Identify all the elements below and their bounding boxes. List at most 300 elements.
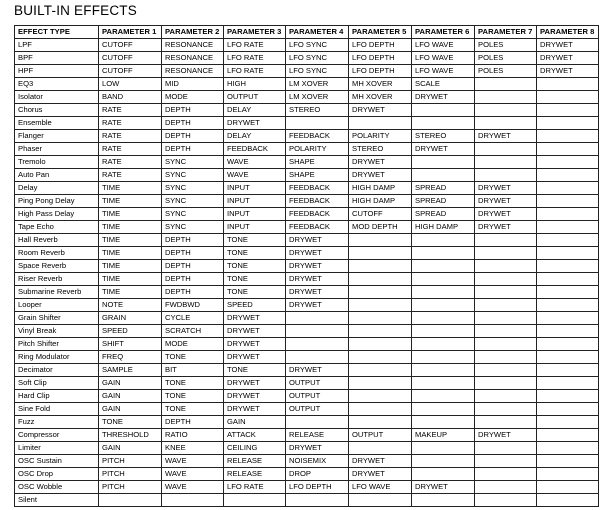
- parameter-cell: FEEDBACK: [286, 195, 349, 208]
- parameter-cell: RELEASE: [286, 429, 349, 442]
- parameter-cell: POLES: [475, 39, 537, 52]
- parameter-cell: DRYWET: [224, 117, 286, 130]
- parameter-cell: THRESHOLD: [99, 429, 162, 442]
- parameter-cell: FREQ: [99, 351, 162, 364]
- parameter-cell: RATE: [99, 130, 162, 143]
- table-row: [15, 416, 599, 429]
- parameter-cell: [286, 312, 349, 325]
- parameter-cell: [475, 299, 537, 312]
- parameter-cell: LFO DEPTH: [286, 481, 349, 494]
- parameter-cell: DRYWET: [286, 273, 349, 286]
- effect-type-cell: OSC Drop: [15, 468, 99, 481]
- effect-type-cell: Pitch Shifter: [15, 338, 99, 351]
- parameter-cell: [475, 494, 537, 507]
- parameter-cell: TIME: [99, 208, 162, 221]
- parameter-cell: [349, 273, 412, 286]
- parameter-cell: [537, 468, 599, 481]
- parameter-cell: ATTACK: [224, 429, 286, 442]
- parameter-cell: [349, 377, 412, 390]
- parameter-cell: SYNC: [162, 208, 224, 221]
- parameter-cell: DELAY: [224, 130, 286, 143]
- parameter-cell: FEEDBACK: [286, 182, 349, 195]
- parameter-cell: DEPTH: [162, 416, 224, 429]
- table-row: [15, 273, 599, 286]
- parameter-cell: [537, 494, 599, 507]
- parameter-cell: INPUT: [224, 221, 286, 234]
- effect-type-cell: Ring Modulator: [15, 351, 99, 364]
- parameter-cell: TIME: [99, 286, 162, 299]
- parameter-cell: MH XOVER: [349, 91, 412, 104]
- parameter-cell: [349, 286, 412, 299]
- parameter-cell: RESONANCE: [162, 39, 224, 52]
- parameter-cell: DRYWET: [537, 65, 599, 78]
- parameter-cell: TONE: [162, 390, 224, 403]
- table-row: [15, 78, 599, 91]
- parameter-cell: HIGH: [224, 78, 286, 91]
- effect-type-cell: Fuzz: [15, 416, 99, 429]
- parameter-cell: [475, 442, 537, 455]
- table-row: [15, 221, 599, 234]
- parameter-cell: [475, 312, 537, 325]
- parameter-cell: [475, 377, 537, 390]
- parameter-cell: CUTOFF: [99, 39, 162, 52]
- parameter-cell: TONE: [224, 364, 286, 377]
- table-row: [15, 104, 599, 117]
- parameter-cell: [412, 416, 475, 429]
- parameter-cell: RESONANCE: [162, 65, 224, 78]
- parameter-cell: [537, 286, 599, 299]
- parameter-cell: STEREO: [349, 143, 412, 156]
- parameter-cell: [412, 377, 475, 390]
- effect-type-cell: Hall Reverb: [15, 234, 99, 247]
- parameter-cell: [537, 325, 599, 338]
- parameter-cell: DRYWET: [412, 91, 475, 104]
- parameter-cell: [349, 442, 412, 455]
- parameter-cell: WAVE: [224, 169, 286, 182]
- parameter-cell: TONE: [99, 416, 162, 429]
- effect-type-cell: Riser Reverb: [15, 273, 99, 286]
- effect-type-cell: BPF: [15, 52, 99, 65]
- parameter-cell: RATE: [99, 104, 162, 117]
- parameter-cell: RATE: [99, 143, 162, 156]
- parameter-cell: [537, 234, 599, 247]
- parameter-cell: MID: [162, 78, 224, 91]
- effect-type-cell: OSC Wobble: [15, 481, 99, 494]
- parameter-cell: DRYWET: [475, 208, 537, 221]
- effect-type-cell: High Pass Delay: [15, 208, 99, 221]
- parameter-cell: DRYWET: [224, 390, 286, 403]
- parameter-cell: [349, 299, 412, 312]
- parameter-cell: [412, 273, 475, 286]
- parameter-cell: DRYWET: [475, 130, 537, 143]
- parameter-cell: DRYWET: [412, 481, 475, 494]
- parameter-cell: [475, 156, 537, 169]
- effect-type-cell: Tape Echo: [15, 221, 99, 234]
- parameter-cell: BIT: [162, 364, 224, 377]
- parameter-cell: [412, 494, 475, 507]
- parameter-cell: DELAY: [224, 104, 286, 117]
- parameter-cell: [537, 260, 599, 273]
- table-row: [15, 429, 599, 442]
- effect-type-cell: Space Reverb: [15, 260, 99, 273]
- parameter-cell: LFO DEPTH: [349, 39, 412, 52]
- parameter-cell: [475, 416, 537, 429]
- parameter-cell: [475, 143, 537, 156]
- parameter-cell: OUTPUT: [349, 429, 412, 442]
- parameter-cell: [475, 364, 537, 377]
- table-row: [15, 65, 599, 78]
- parameter-cell: [412, 403, 475, 416]
- parameter-cell: TONE: [224, 286, 286, 299]
- table-row: [15, 39, 599, 52]
- parameter-cell: SPREAD: [412, 182, 475, 195]
- parameter-cell: [537, 182, 599, 195]
- parameter-cell: DEPTH: [162, 117, 224, 130]
- parameter-cell: [475, 104, 537, 117]
- parameter-cell: OUTPUT: [224, 91, 286, 104]
- parameter-cell: MH XOVER: [349, 78, 412, 91]
- parameter-cell: [286, 494, 349, 507]
- parameter-cell: DRYWET: [475, 182, 537, 195]
- parameter-cell: [537, 338, 599, 351]
- table-row: [15, 182, 599, 195]
- parameter-cell: POLES: [475, 52, 537, 65]
- parameter-cell: DRYWET: [224, 325, 286, 338]
- parameter-cell: [537, 143, 599, 156]
- effect-type-cell: Grain Shifter: [15, 312, 99, 325]
- parameter-cell: MAKEUP: [412, 429, 475, 442]
- parameter-cell: [475, 468, 537, 481]
- parameter-cell: [537, 429, 599, 442]
- parameter-cell: [537, 273, 599, 286]
- parameter-cell: HIGH DAMP: [349, 195, 412, 208]
- parameter-cell: TIME: [99, 182, 162, 195]
- parameter-cell: DRYWET: [286, 442, 349, 455]
- parameter-cell: SYNC: [162, 221, 224, 234]
- table-row: [15, 377, 599, 390]
- parameter-cell: [475, 286, 537, 299]
- parameter-cell: RATIO: [162, 429, 224, 442]
- parameter-cell: DEPTH: [162, 286, 224, 299]
- parameter-cell: [349, 416, 412, 429]
- parameter-cell: [475, 273, 537, 286]
- parameter-cell: GAIN: [99, 390, 162, 403]
- parameter-cell: [537, 377, 599, 390]
- parameter-cell: DEPTH: [162, 273, 224, 286]
- parameter-cell: [349, 338, 412, 351]
- parameter-cell: [286, 325, 349, 338]
- parameter-cell: POLARITY: [349, 130, 412, 143]
- effect-type-cell: Auto Pan: [15, 169, 99, 182]
- effect-type-cell: Submarine Reverb: [15, 286, 99, 299]
- parameter-cell: [537, 442, 599, 455]
- parameter-cell: [412, 247, 475, 260]
- parameter-cell: DRYWET: [286, 299, 349, 312]
- parameter-cell: [537, 416, 599, 429]
- parameter-cell: LFO SYNC: [286, 39, 349, 52]
- parameter-cell: TIME: [99, 247, 162, 260]
- parameter-cell: [475, 91, 537, 104]
- parameter-cell: [537, 208, 599, 221]
- effect-type-cell: Looper: [15, 299, 99, 312]
- parameter-cell: GAIN: [99, 377, 162, 390]
- parameter-cell: SYNC: [162, 195, 224, 208]
- parameter-cell: [412, 260, 475, 273]
- parameter-cell: TONE: [224, 234, 286, 247]
- effect-type-cell: OSC Sustain: [15, 455, 99, 468]
- parameter-cell: [475, 390, 537, 403]
- effect-type-cell: Room Reverb: [15, 247, 99, 260]
- parameter-cell: DEPTH: [162, 234, 224, 247]
- parameter-cell: DEPTH: [162, 104, 224, 117]
- parameter-cell: [349, 390, 412, 403]
- parameter-cell: DEPTH: [162, 247, 224, 260]
- table-row: [15, 494, 599, 507]
- effect-type-cell: Delay: [15, 182, 99, 195]
- effect-type-cell: Decimator: [15, 364, 99, 377]
- parameter-cell: OUTPUT: [286, 390, 349, 403]
- parameter-cell: CUTOFF: [99, 52, 162, 65]
- parameter-cell: [475, 325, 537, 338]
- parameter-cell: [537, 364, 599, 377]
- parameter-cell: [349, 494, 412, 507]
- parameter-cell: STEREO: [412, 130, 475, 143]
- parameter-cell: LFO DEPTH: [349, 52, 412, 65]
- parameter-cell: GAIN: [224, 416, 286, 429]
- parameter-cell: TONE: [162, 351, 224, 364]
- parameter-cell: CUTOFF: [349, 208, 412, 221]
- parameter-cell: CYCLE: [162, 312, 224, 325]
- parameter-cell: LFO DEPTH: [349, 65, 412, 78]
- parameter-cell: [537, 91, 599, 104]
- parameter-cell: NOTE: [99, 299, 162, 312]
- parameter-cell: DRYWET: [224, 312, 286, 325]
- parameter-cell: [537, 351, 599, 364]
- parameter-cell: RELEASE: [224, 455, 286, 468]
- parameter-cell: STEREO: [286, 104, 349, 117]
- effect-type-cell: Silent: [15, 494, 99, 507]
- parameter-cell: DEPTH: [162, 143, 224, 156]
- parameter-cell: [412, 364, 475, 377]
- parameter-cell: [349, 403, 412, 416]
- parameter-cell: DRYWET: [286, 234, 349, 247]
- parameter-cell: SYNC: [162, 169, 224, 182]
- parameter-cell: GAIN: [99, 403, 162, 416]
- parameter-cell: [349, 364, 412, 377]
- parameter-cell: FEEDBACK: [286, 221, 349, 234]
- table-header-row: [15, 26, 599, 39]
- parameter-cell: WAVE: [162, 455, 224, 468]
- parameter-cell: [412, 299, 475, 312]
- parameter-cell: [99, 494, 162, 507]
- parameter-cell: [412, 468, 475, 481]
- parameter-cell: [537, 455, 599, 468]
- effect-type-cell: Flanger: [15, 130, 99, 143]
- parameter-cell: PITCH: [99, 481, 162, 494]
- parameter-cell: LFO RATE: [224, 481, 286, 494]
- parameter-cell: HIGH DAMP: [412, 221, 475, 234]
- parameter-cell: PITCH: [99, 455, 162, 468]
- table-row: [15, 91, 599, 104]
- parameter-cell: WAVE: [162, 481, 224, 494]
- parameter-cell: DRYWET: [349, 104, 412, 117]
- parameter-cell: [349, 312, 412, 325]
- parameter-cell: [286, 338, 349, 351]
- parameter-cell: WAVE: [224, 156, 286, 169]
- parameter-cell: [537, 299, 599, 312]
- table-row: [15, 195, 599, 208]
- parameter-cell: [412, 169, 475, 182]
- parameter-cell: [475, 117, 537, 130]
- parameter-cell: DRYWET: [224, 351, 286, 364]
- column-header: PARAMETER 5: [349, 26, 412, 39]
- parameter-cell: RESONANCE: [162, 52, 224, 65]
- column-header: PARAMETER 1: [99, 26, 162, 39]
- parameter-cell: DRYWET: [349, 169, 412, 182]
- parameter-cell: [537, 390, 599, 403]
- parameter-cell: DRYWET: [286, 247, 349, 260]
- parameter-cell: [412, 390, 475, 403]
- table-row: [15, 52, 599, 65]
- parameter-cell: [475, 455, 537, 468]
- parameter-cell: TIME: [99, 221, 162, 234]
- parameter-cell: OUTPUT: [286, 403, 349, 416]
- parameter-cell: DRYWET: [224, 403, 286, 416]
- table-row: [15, 442, 599, 455]
- column-header: PARAMETER 3: [224, 26, 286, 39]
- column-header: PARAMETER 2: [162, 26, 224, 39]
- parameter-cell: LFO RATE: [224, 39, 286, 52]
- effect-type-cell: Compressor: [15, 429, 99, 442]
- parameter-cell: [475, 234, 537, 247]
- effect-type-cell: EQ3: [15, 78, 99, 91]
- parameter-cell: [412, 286, 475, 299]
- parameter-cell: LFO WAVE: [412, 65, 475, 78]
- parameter-cell: [475, 403, 537, 416]
- table-row: [15, 455, 599, 468]
- parameter-cell: FWDBWD: [162, 299, 224, 312]
- table-row: [15, 260, 599, 273]
- parameter-cell: [537, 312, 599, 325]
- parameter-cell: WAVE: [162, 468, 224, 481]
- table-row: [15, 338, 599, 351]
- parameter-cell: SHAPE: [286, 156, 349, 169]
- table-row: [15, 117, 599, 130]
- table-row: [15, 481, 599, 494]
- parameter-cell: [537, 78, 599, 91]
- parameter-cell: DROP: [286, 468, 349, 481]
- parameter-cell: TONE: [224, 247, 286, 260]
- parameter-cell: TONE: [162, 377, 224, 390]
- parameter-cell: SPEED: [99, 325, 162, 338]
- parameter-cell: [537, 247, 599, 260]
- parameter-cell: [475, 169, 537, 182]
- parameter-cell: [162, 494, 224, 507]
- parameter-cell: [537, 169, 599, 182]
- parameter-cell: TIME: [99, 234, 162, 247]
- parameter-cell: RELEASE: [224, 468, 286, 481]
- effect-type-cell: Chorus: [15, 104, 99, 117]
- parameter-cell: KNEE: [162, 442, 224, 455]
- parameter-cell: SCRATCH: [162, 325, 224, 338]
- parameter-cell: SYNC: [162, 182, 224, 195]
- effect-type-cell: Ensemble: [15, 117, 99, 130]
- parameter-cell: LFO RATE: [224, 65, 286, 78]
- table-row: [15, 208, 599, 221]
- table-row: [15, 390, 599, 403]
- parameter-cell: FEEDBACK: [286, 208, 349, 221]
- parameter-cell: RATE: [99, 156, 162, 169]
- parameter-cell: DRYWET: [349, 156, 412, 169]
- parameter-cell: TONE: [224, 273, 286, 286]
- parameter-cell: GRAIN: [99, 312, 162, 325]
- table-row: [15, 351, 599, 364]
- table-row: [15, 286, 599, 299]
- table-row: [15, 468, 599, 481]
- parameter-cell: SPREAD: [412, 208, 475, 221]
- parameter-cell: [412, 312, 475, 325]
- effect-type-cell: Sine Fold: [15, 403, 99, 416]
- parameter-cell: NOISEMIX: [286, 455, 349, 468]
- parameter-cell: [537, 481, 599, 494]
- parameter-cell: TONE: [224, 260, 286, 273]
- parameter-cell: [349, 234, 412, 247]
- parameter-cell: LM XOVER: [286, 91, 349, 104]
- parameter-cell: [349, 351, 412, 364]
- effect-type-cell: Limiter: [15, 442, 99, 455]
- parameter-cell: [412, 104, 475, 117]
- parameter-cell: TONE: [162, 403, 224, 416]
- table-row: [15, 247, 599, 260]
- parameter-cell: INPUT: [224, 195, 286, 208]
- table-row: [15, 234, 599, 247]
- parameter-cell: LOW: [99, 78, 162, 91]
- parameter-cell: MODE: [162, 91, 224, 104]
- column-header: PARAMETER 8: [537, 26, 599, 39]
- parameter-cell: DRYWET: [286, 364, 349, 377]
- parameter-cell: [412, 325, 475, 338]
- parameter-cell: FEEDBACK: [224, 143, 286, 156]
- table-row: [15, 169, 599, 182]
- effect-type-cell: Isolator: [15, 91, 99, 104]
- parameter-cell: MOD DEPTH: [349, 221, 412, 234]
- parameter-cell: SCALE: [412, 78, 475, 91]
- parameter-cell: [475, 247, 537, 260]
- parameter-cell: [286, 117, 349, 130]
- table-row: [15, 130, 599, 143]
- parameter-cell: INPUT: [224, 208, 286, 221]
- parameter-cell: CUTOFF: [99, 65, 162, 78]
- parameter-cell: SAMPLE: [99, 364, 162, 377]
- parameter-cell: [224, 494, 286, 507]
- parameter-cell: DRYWET: [286, 260, 349, 273]
- parameter-cell: LM XOVER: [286, 78, 349, 91]
- column-header: PARAMETER 4: [286, 26, 349, 39]
- parameter-cell: SPEED: [224, 299, 286, 312]
- parameter-cell: [537, 117, 599, 130]
- effect-type-cell: Vinyl Break: [15, 325, 99, 338]
- parameter-cell: [537, 195, 599, 208]
- parameter-cell: DRYWET: [349, 455, 412, 468]
- parameter-cell: [412, 156, 475, 169]
- page-title: BUILT-IN EFFECTS: [14, 3, 137, 18]
- table-row: [15, 156, 599, 169]
- parameter-cell: TIME: [99, 273, 162, 286]
- effect-type-cell: Tremolo: [15, 156, 99, 169]
- table-row: [15, 403, 599, 416]
- parameter-cell: [349, 247, 412, 260]
- parameter-cell: [412, 117, 475, 130]
